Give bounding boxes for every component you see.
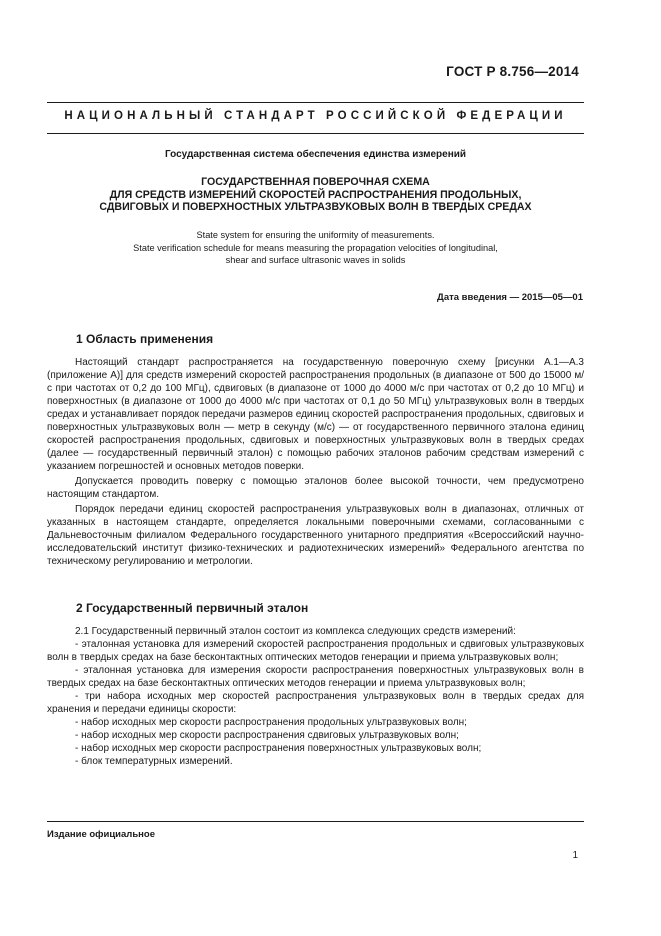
section-2-body (47, 625, 584, 768)
english-title-line: State verification schedule for means measuring the propagation velocities of longitudinal, (133, 242, 498, 253)
list-item: - набор исходных мер скорости распространения сдвиговых ультразвуковых волн; (75, 730, 459, 741)
paragraph: 2.1 Государственный первичный эталон состоит из комплекса следующих средств измерений: (75, 626, 516, 637)
english-title-line: shear and surface ultrasonic waves in solids (225, 255, 406, 265)
section-1-body (47, 356, 584, 568)
list-item: - эталонная установка для измерения скорости распространения поверхностных ультразвуковых волн в твердых средах на базе бесконтактных оптических методов генерации и приема ультразвуковых волн; (47, 665, 584, 689)
banner-rule (47, 133, 584, 134)
list-item: - блок температурных измерений. (75, 756, 233, 767)
main-title-line: ДЛЯ СРЕДСТВ ИЗМЕРЕНИЙ СКОРОСТЕЙ РАСПРОСТРАНЕНИЯ ПРОДОЛЬНЫХ, (109, 188, 522, 201)
introduction-date: Дата введения — 2015—05—01 (437, 292, 583, 303)
list-item: - эталонная установка для измерений скоростей распространения продольных и сдвиговых ультразвуковых волн в твердых средах на базе бесконтактных оптических методов генерации и приема ультразвуковых волн; (47, 639, 584, 663)
national-standard-banner: НАЦИОНАЛЬНЫЙ СТАНДАРТ РОССИЙСКОЙ ФЕДЕРАЦИИ (64, 110, 567, 122)
list-item: - три набора исходных мер скоростей распространения ультразвуковых волн в твердых средах для хранения и передачи единицы скорости: (47, 691, 584, 715)
section-2-title: 2 Государственный первичный эталон (76, 601, 309, 615)
main-title (47, 176, 584, 214)
main-title-line: СДВИГОВЫХ И ПОВЕРХНОСТНЫХ УЛЬТРАЗВУКОВЫХ ВОЛН В ТВЕРДЫХ СРЕДАХ (99, 201, 532, 213)
footer-rule (47, 821, 584, 822)
system-title: Государственная система обеспечения единства измерений (164, 149, 467, 160)
page-number: 1 (572, 850, 578, 861)
section-1-title: 1 Область применения (76, 332, 214, 346)
edition-label: Издание официальное (47, 829, 155, 840)
list-item: - набор исходных мер скорости распространения продольных ультразвуковых волн; (75, 717, 467, 728)
paragraph: Допускается проводить поверку с помощью эталонов более высокой точности, чем предусмотрено настоящим стандартом. (47, 476, 584, 500)
english-title (47, 229, 584, 267)
gost-code: ГОСТ Р 8.756—2014 (446, 64, 579, 79)
paragraph: Настоящий стандарт распространяется на государственную поверочную схему [рисунки А.1—А.3 (приложение А)] для средств измерений скоростей распространения продольных (в диапазоне от 500 до 15000 м/с при частотах от 0,2 до 100 МГц), сдвиговых (в диапазоне от 1000 до 4000 м/с при частотах от 0,2 до 10 МГц) и поверхностных (в диапазоне от 1000 до 4000 м/с при частотах от 0,1 до 50 МГц) ультразвуковых волн в твердых средах и устанавливает порядок передачи размеров единиц скоростей распространения продольных, сдвиговых и поверхностных ультразвуковых волн — метр в секунду (м/с) — от государственного первичного эталона единиц скоростей распространения продольных, сдвиговых и поверхностных ультразвуковых волн в твердых средах (далее — государственный первичный эталон) с помощью рабочих эталонов рабочим средствам измерений с указанием погрешностей и основных методов поверки. (47, 357, 584, 472)
top-rule (47, 102, 584, 103)
main-title-line: ГОСУДАРСТВЕННАЯ ПОВЕРОЧНАЯ СХЕМА (201, 176, 430, 188)
paragraph: Порядок передачи единиц скоростей распространения ультразвуковых волн в диапазонах, отличных от указанных в настоящем стандарте, определяется локальными поверочными схемами, согласованными с Дальневосточным филиалом Федерального государственного унитарного предприятия «Всероссийский научно-исследовательский институт физико-технических и радиотехнических измерений» Федерального агентства по техническому регулированию и метрологии. (47, 504, 584, 567)
list-item: - набор исходных мер скорости распространения поверхностных ультразвуковых волн; (75, 743, 482, 754)
english-title-line: State system for ensuring the uniformity of measurements. (196, 230, 435, 240)
